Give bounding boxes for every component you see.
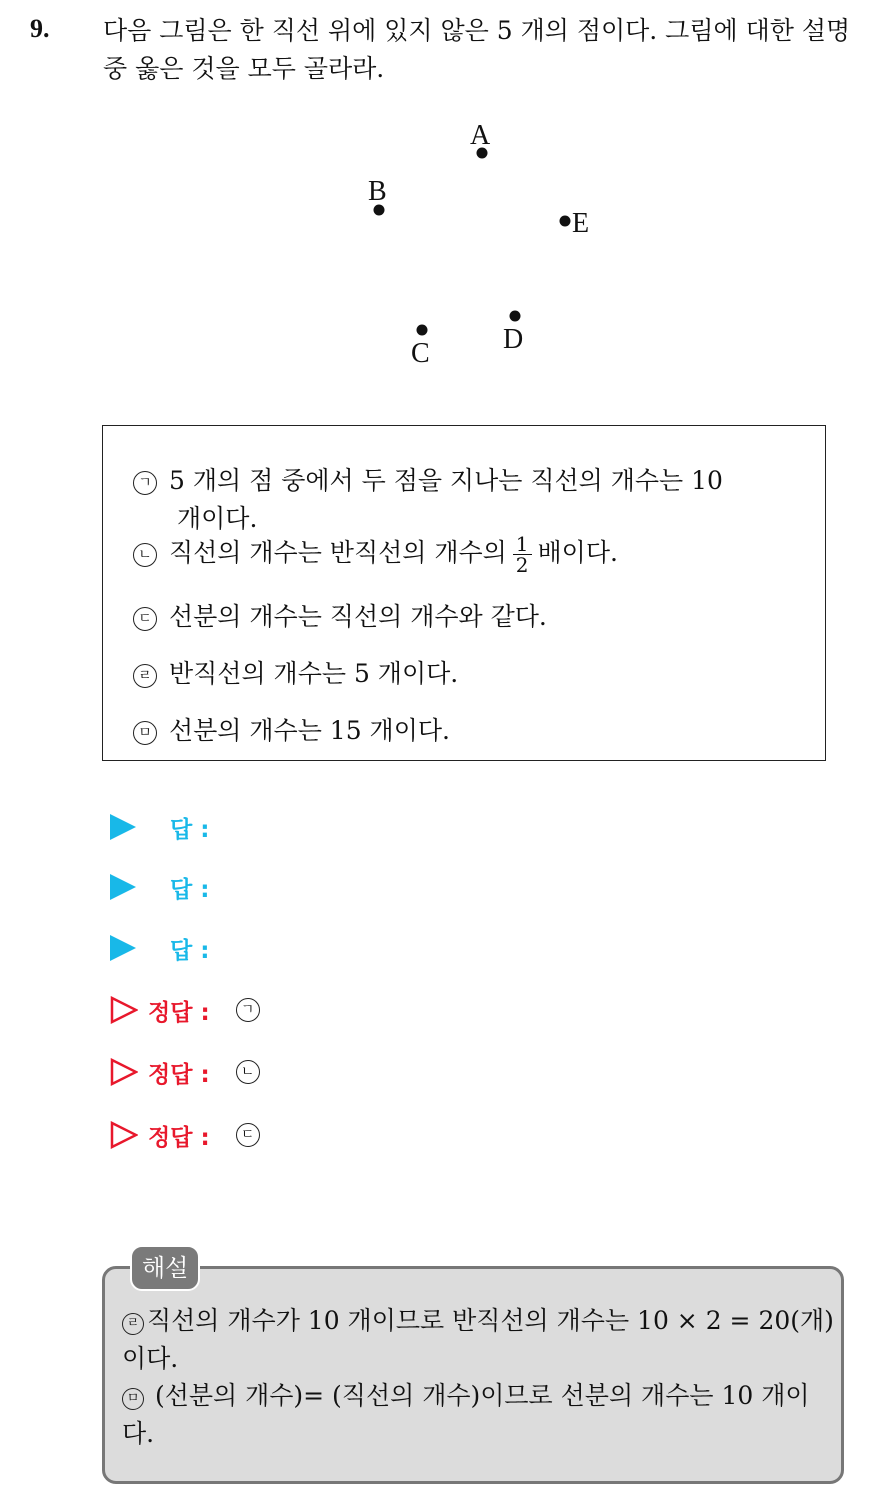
choices-box	[102, 425, 826, 761]
correct-answer-marker: ㄴ	[236, 1060, 260, 1084]
choice-4	[133, 655, 458, 693]
question-line-1: 다음 그림은 한 직선 위에 있지 않은 5 개의 점이다. 그림에 대한 설명	[103, 16, 851, 45]
answer-row-2[interactable]	[110, 867, 209, 907]
correct-answer-row-1	[110, 990, 260, 1030]
outline-triangle-icon	[110, 1121, 138, 1149]
answer-row-1[interactable]	[110, 807, 209, 847]
question-number: 9.	[30, 14, 50, 43]
explanation-line-2: 이다.	[122, 1344, 179, 1373]
explanation-line-1-text: 직선의 개수가 10 개이므로 반직선의 개수는 10 × 2 = 20(개)	[147, 1306, 834, 1335]
point-c-dot	[417, 325, 428, 336]
correct-answer-marker: ㄱ	[236, 998, 260, 1022]
choice-2-text-after: 배이다.	[537, 538, 618, 567]
fraction-numerator: 1	[513, 534, 532, 555]
answer-label: 답 :	[170, 816, 210, 843]
point-b-label: B	[368, 176, 387, 207]
choice-5	[133, 712, 450, 750]
explanation-tag: 해설	[130, 1245, 200, 1291]
point-d-label: D	[503, 324, 524, 355]
explanation-line-3-text: (선분의 개수)= (직선의 개수)이므로 선분의 개수는 10 개이	[154, 1381, 810, 1410]
points-figure	[0, 0, 884, 400]
play-triangle-icon	[110, 935, 136, 961]
explanation-line-1-marker: ㄹ	[122, 1313, 144, 1335]
point-d-dot	[510, 311, 521, 322]
choice-4-text: 반직선의 개수는 5 개이다.	[169, 659, 459, 688]
choice-4-marker: ㄹ	[133, 664, 157, 688]
correct-answer-row-3	[110, 1115, 260, 1155]
question-line-2: 중 옳은 것을 모두 골라라.	[103, 54, 385, 83]
play-triangle-icon	[110, 874, 136, 900]
correct-answer-row-2	[110, 1052, 260, 1092]
choice-3-marker: ㄷ	[133, 607, 157, 631]
point-c-label: C	[411, 338, 430, 369]
explanation-line-3-marker: ㅁ	[122, 1388, 144, 1410]
point-e-label: E	[572, 208, 590, 239]
correct-answer-marker: ㄷ	[236, 1123, 260, 1147]
choice-2	[133, 534, 618, 575]
choice-3	[133, 598, 547, 636]
fraction-one-half	[513, 534, 532, 575]
choice-2-marker: ㄴ	[133, 543, 157, 567]
answer-label: 답 :	[170, 937, 210, 964]
choice-2-text-before: 직선의 개수는 반직선의 개수의	[169, 538, 507, 567]
answer-label: 답 :	[170, 876, 210, 903]
fraction-denominator: 2	[515, 553, 529, 577]
explanation-box	[102, 1266, 844, 1484]
choice-5-text: 선분의 개수는 15 개이다.	[169, 716, 450, 745]
explanation-line-1	[122, 1302, 834, 1340]
choice-1-marker: ㄱ	[133, 471, 157, 495]
point-a-label: A	[470, 120, 491, 151]
explanation-line-3	[122, 1377, 810, 1415]
outline-triangle-icon	[110, 996, 138, 1024]
choice-1-continuation: 개이다.	[177, 504, 258, 533]
play-triangle-icon	[110, 814, 136, 840]
choice-1	[133, 462, 723, 538]
choice-5-marker: ㅁ	[133, 721, 157, 745]
outline-triangle-icon	[110, 1058, 138, 1086]
explanation-line-4: 다.	[122, 1419, 155, 1448]
correct-label: 정답 :	[148, 999, 210, 1026]
choice-1-text: 5 개의 점 중에서 두 점을 지나는 직선의 개수는 10	[169, 466, 723, 495]
correct-label: 정답 :	[148, 1061, 210, 1088]
correct-label: 정답 :	[148, 1124, 210, 1151]
point-e-dot	[560, 216, 571, 227]
choice-3-text: 선분의 개수는 직선의 개수와 같다.	[169, 602, 547, 631]
answer-row-3[interactable]	[110, 928, 209, 968]
